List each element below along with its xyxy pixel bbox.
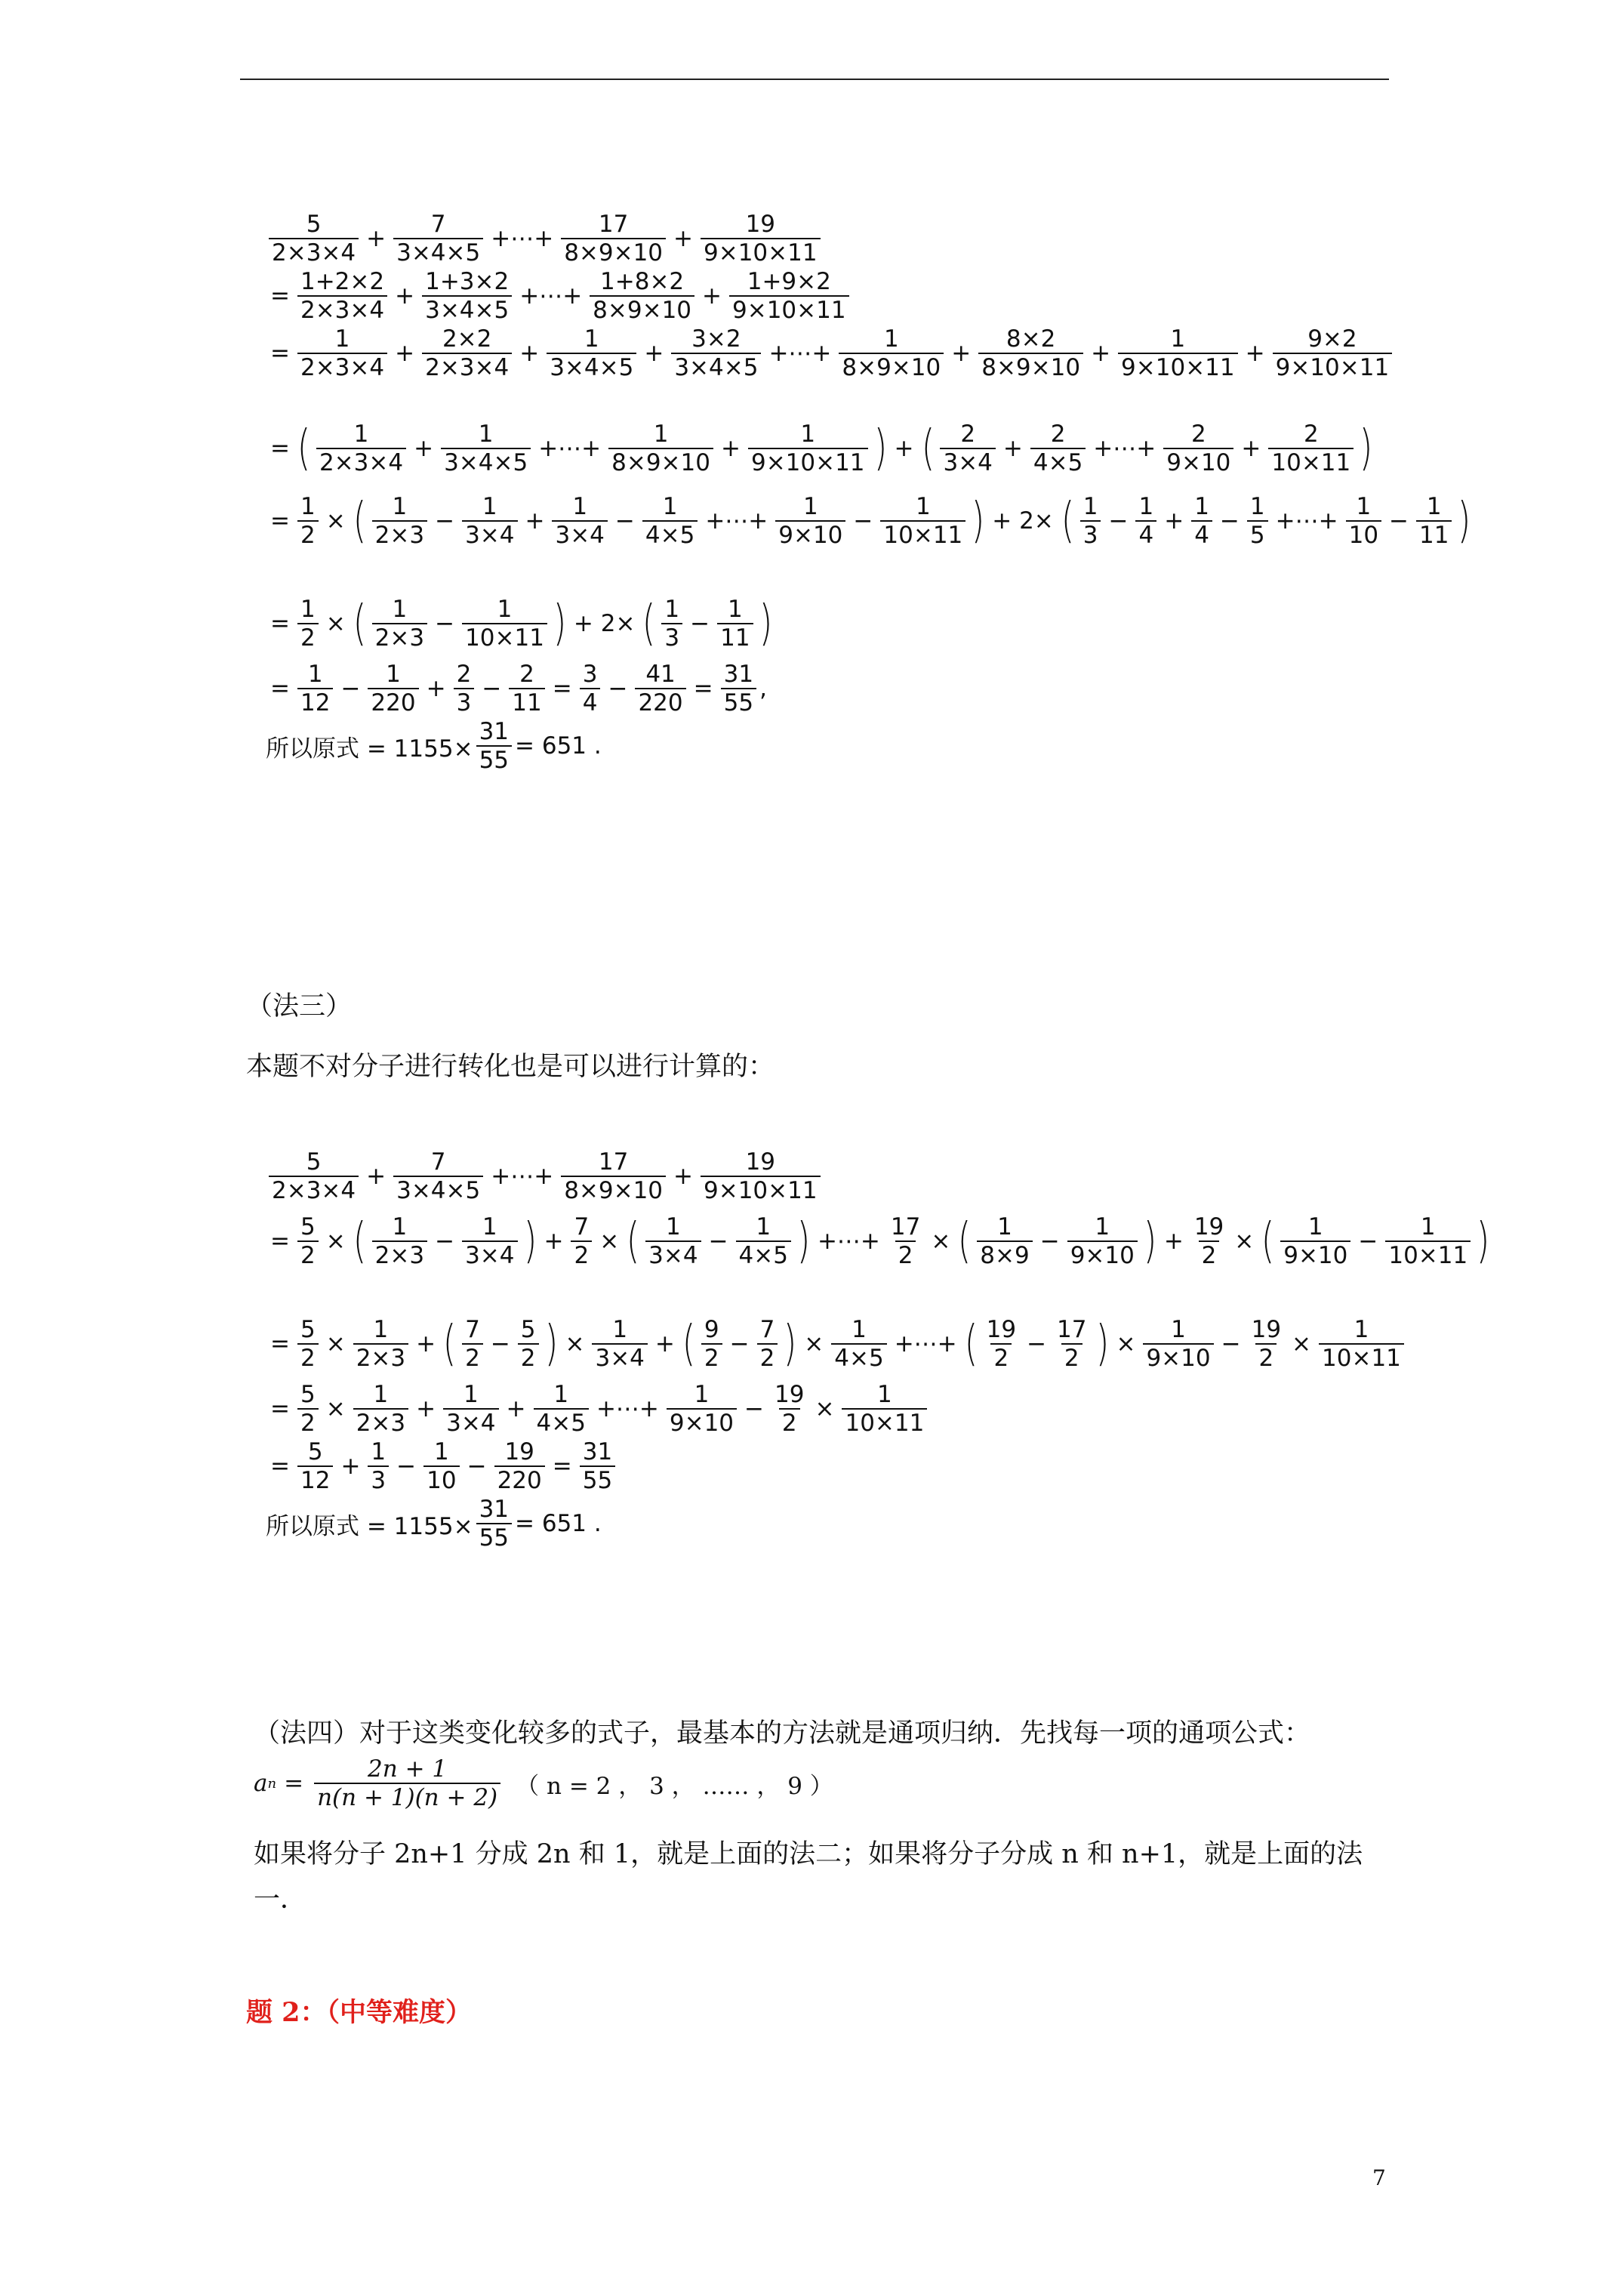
- math-line: = $\frac{5}{12}$ + $\frac{1}{3}$ − $\frac{1}{10}$ − $\frac{19}{220}$ = $\frac{31}{55}$: [266, 1438, 1492, 1495]
- method3-derivation: [266, 1148, 1492, 1552]
- page-number: 7: [1372, 2165, 1386, 2190]
- math-line: 所以原式 = 1155× $\frac{31}{55}$ = 651 .: [266, 718, 602, 774]
- formula-denominator: n(n + 1)(n + 2): [314, 1783, 500, 1811]
- math-line: 所以原式 = 1155× $\frac{31}{55}$ = 651 .: [266, 1496, 602, 1552]
- math-line: = $\frac{1+2\times 2}{2\times 3\times 4}$ + $\frac{1+3\times 2}{3\times 4\times 5}$ +⋯+ $\frac{1+8\times 2}{8\times 9\times 10}$ + $\frac{1+9\times 2}{9\times 10\times 11}$: [266, 267, 1474, 325]
- method2-derivation: [266, 210, 1474, 775]
- method3-intro: 本题不对分子进行转化也是可以进行计算的：: [246, 1052, 775, 1082]
- math-line: = $\frac{5}{2}$ × $\frac{1}{2\times 3}$ + ( $\frac{7}{2}$ − $\frac{5}{2}$ ) × $\frac{1}{3\times 4}$ + ( $\frac{9}{2}$ − $\frac{7}{2}$ ) × $\frac{1}{4\times 5}$ +⋯+ ( $\frac{19}{2}$ − $\frac{17}{2}$ ) × $\frac{1}{9\times 10}$ − $\frac{19}{2}$ × $\frac{1}{10\times 11}$: [266, 1308, 1492, 1380]
- math-line: = ( $\frac{1}{2\times 3\times 4}$ + $\frac{1}{3\times 4\times 5}$ +⋯+ $\frac{1}{8\times 9\times 10}$ + $\frac{1}{9\times 10\times 11}$ ) + ( $\frac{2}{3\times 4}$ + $\frac{2}{4\times 5}$ +⋯+ $\frac{2}{9\times 10}$ + $\frac{2}{10\times 11}$ ): [270, 421, 1373, 476]
- math-line: $\frac{5}{2\times 3\times 4}$ + $\frac{7}{3\times 4\times 5}$ +⋯+ $\frac{17}{8\times 9\times 10}$ + $\frac{19}{9\times 10\times 11}$: [266, 210, 1474, 267]
- math-line: = $\frac{5}{2}$ × $\frac{1}{2\times 3}$ + $\frac{1}{3\times 4}$ + $\frac{1}{4\times 5}$ +⋯+ $\frac{1}{9\times 10}$ − $\frac{19}{2}$ × $\frac{1}{10\times 11}$: [266, 1380, 1492, 1438]
- formula-lhs: a: [254, 1770, 268, 1797]
- method4-line3: 如果将分子 2n+1 分成 2n 和 1，就是上面的法二；如果将分子分成 n 和 n+1，就是上面的法: [254, 1839, 1363, 1869]
- math-line: $\frac{5}{2\times 3\times 4}$ + $\frac{7}{3\times 4\times 5}$ +⋯+ $\frac{17}{8\times 9\times 10}$ + $\frac{19}{9\times 10\times 11}$: [266, 1148, 1492, 1205]
- formula-numerator: 2n + 1: [368, 1755, 448, 1783]
- math-line: = $\frac{1}{12}$ − $\frac{1}{220}$ + $\frac{2}{3}$ − $\frac{2}{11}$ = $\frac{3}{4}$ − $\frac{41}{220}$ = $\frac{31}{55}$ ,: [270, 661, 767, 717]
- method4-formula: a n = $\frac{2n + 1}{n(n + 1)(n + 2)}$ （ n = 2 ， 3 ， …… ， 9 ）: [254, 1755, 833, 1811]
- math-line: = $\frac{5}{2}$ × ( $\frac{1}{2\times 3}$ − $\frac{1}{3\times 4}$ ) + $\frac{7}{2}$ × ( $\frac{1}{3\times 4}$ − $\frac{1}{4\times 5}$ ) +⋯+ $\frac{17}{2}$ × ( $\frac{1}{8\times 9}$ − $\frac{1}{9\times 10}$ ) + $\frac{19}{2}$ × ( $\frac{1}{9\times 10}$ − $\frac{1}{10\times 11}$ ): [270, 1213, 1490, 1269]
- math-line: = $\frac{1}{2}$ × ( $\frac{1}{2\times 3}$ − $\frac{1}{3\times 4}$ + $\frac{1}{3\times 4}$ − $\frac{1}{4\times 5}$ +⋯+ $\frac{1}{9\times 10}$ − $\frac{1}{10\times 11}$ ) + 2× ( $\frac{1}{3}$ − $\frac{1}{4}$ + $\frac{1}{4}$ − $\frac{1}{5}$ +⋯+ $\frac{1}{10}$ − $\frac{1}{11}$ ): [270, 493, 1471, 549]
- method3-heading: （法三）: [246, 991, 353, 1022]
- method4-line1: （法四）对于这类变化较多的式子，最基本的方法就是通项归纳．先找每一项的通项公式：: [254, 1718, 1311, 1749]
- math-line: = $\frac{1}{2}$ × ( $\frac{1}{2\times 3}$ − $\frac{1}{10\times 11}$ ) + 2× ( $\frac{1}{3}$ − $\frac{1}{11}$ ): [270, 596, 772, 652]
- next-question-heading: 题 2：（中等难度）: [246, 1997, 473, 2028]
- header-rule: [240, 79, 1389, 80]
- math-line: = $\frac{1}{2\times 3\times 4}$ + $\frac{2\times 2}{2\times 3\times 4}$ + $\frac{1}{3\times 4\times 5}$ + $\frac{3\times 2}{3\times 4\times 5}$ +⋯+ $\frac{1}{8\times 9\times 10}$ + $\frac{8\times 2}{8\times 9\times 10}$ + $\frac{1}{9\times 10\times 11}$ + $\frac{9\times 2}{9\times 10\times 11}$: [266, 325, 1474, 382]
- formula-range: （ n = 2 ， 3 ， …… ， 9 ）: [516, 1772, 833, 1800]
- formula-subscript: n: [267, 1775, 277, 1792]
- method4-line4: 一．: [254, 1885, 307, 1915]
